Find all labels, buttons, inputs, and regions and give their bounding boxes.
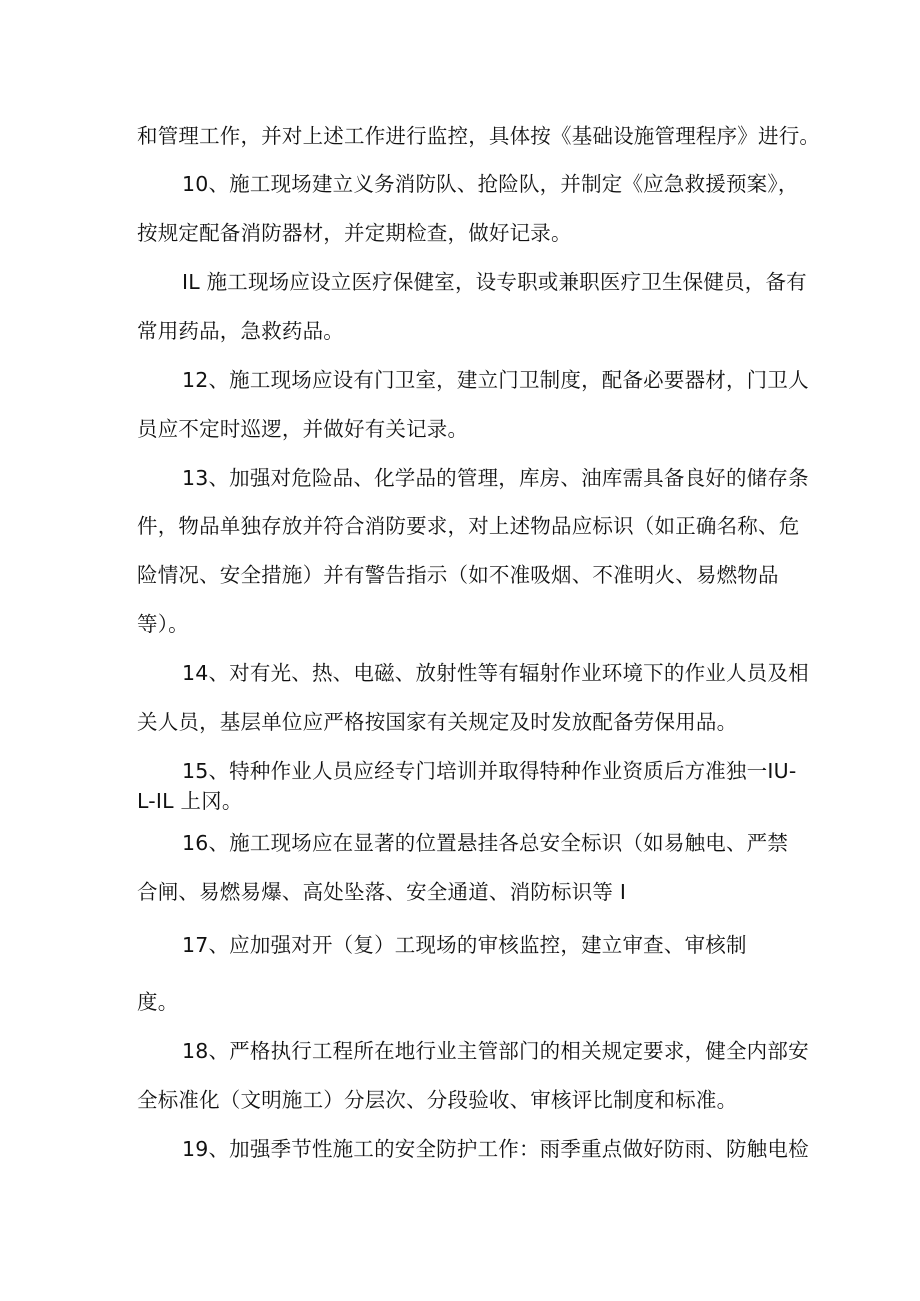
text-line-19: 度。 bbox=[137, 990, 179, 1014]
text-line-1: 和管理工作，并对上述工作进行监控，具体按《基础设施管理程序》进行。 bbox=[137, 124, 821, 148]
text-line-13: 关人员，基层单位应严格按国家有关规定及时发放配备劳保用品。 bbox=[137, 710, 738, 734]
text-line-21: 全标准化（文明施工）分层次、分段验收、审核评比制度和标准。 bbox=[137, 1088, 738, 1112]
text-line-9: 件，物品单独存放并符合消防要求，对上述物品应标识（如正确名称、危 bbox=[137, 514, 800, 538]
text-line-14: 15、特种作业人员应经专门培训并取得特种作业资质后方准独一IU- bbox=[182, 759, 797, 783]
text-line-2: 10、施工现场建立义务消防队、抢险队，并制定《应急救援预案》， bbox=[182, 172, 799, 196]
text-line-12: 14、对有光、热、电磁、放射性等有辐射作业环境下的作业人员及相 bbox=[182, 661, 809, 685]
text-line-7: 员应不定时巡逻，并做好有关记录。 bbox=[137, 417, 469, 441]
text-line-5: 常用药品，急救药品。 bbox=[137, 319, 344, 343]
text-line-10: 险情况、安全措施）并有警告指示（如不准吸烟、不准明火、易燃物品 bbox=[137, 563, 779, 587]
text-line-22: 19、加强季节性施工的安全防护工作：雨季重点做好防雨、防触电检 bbox=[182, 1137, 809, 1161]
text-line-15: L-IL 上冈。 bbox=[137, 789, 243, 813]
text-line-17: 合闸、易燃易爆、高处坠落、安全通道、消防标识等 I bbox=[137, 880, 627, 904]
text-line-6: 12、施工现场应设有门卫室，建立门卫制度，配备必要器材，门卫人 bbox=[182, 368, 809, 392]
text-line-18: 17、应加强对开（复）工现场的审核监控，建立审查、审核制 bbox=[182, 933, 747, 957]
text-line-11: 等）。 bbox=[137, 612, 189, 636]
text-line-3: 按规定配备消防器材，并定期检查，做好记录。 bbox=[137, 221, 572, 245]
text-line-4: IL 施工现场应设立医疗保健室，设专职或兼职医疗卫生保健员，备有 bbox=[182, 270, 807, 294]
text-line-20: 18、严格执行工程所在地行业主管部门的相关规定要求，健全内部安 bbox=[182, 1039, 809, 1063]
text-line-8: 13、加强对危险品、化学品的管理，库房、油库需具备良好的储存条 bbox=[182, 466, 809, 490]
text-line-16: 16、施工现场应在显著的位置悬挂各总安全标识（如易触电、严禁 bbox=[182, 831, 789, 855]
